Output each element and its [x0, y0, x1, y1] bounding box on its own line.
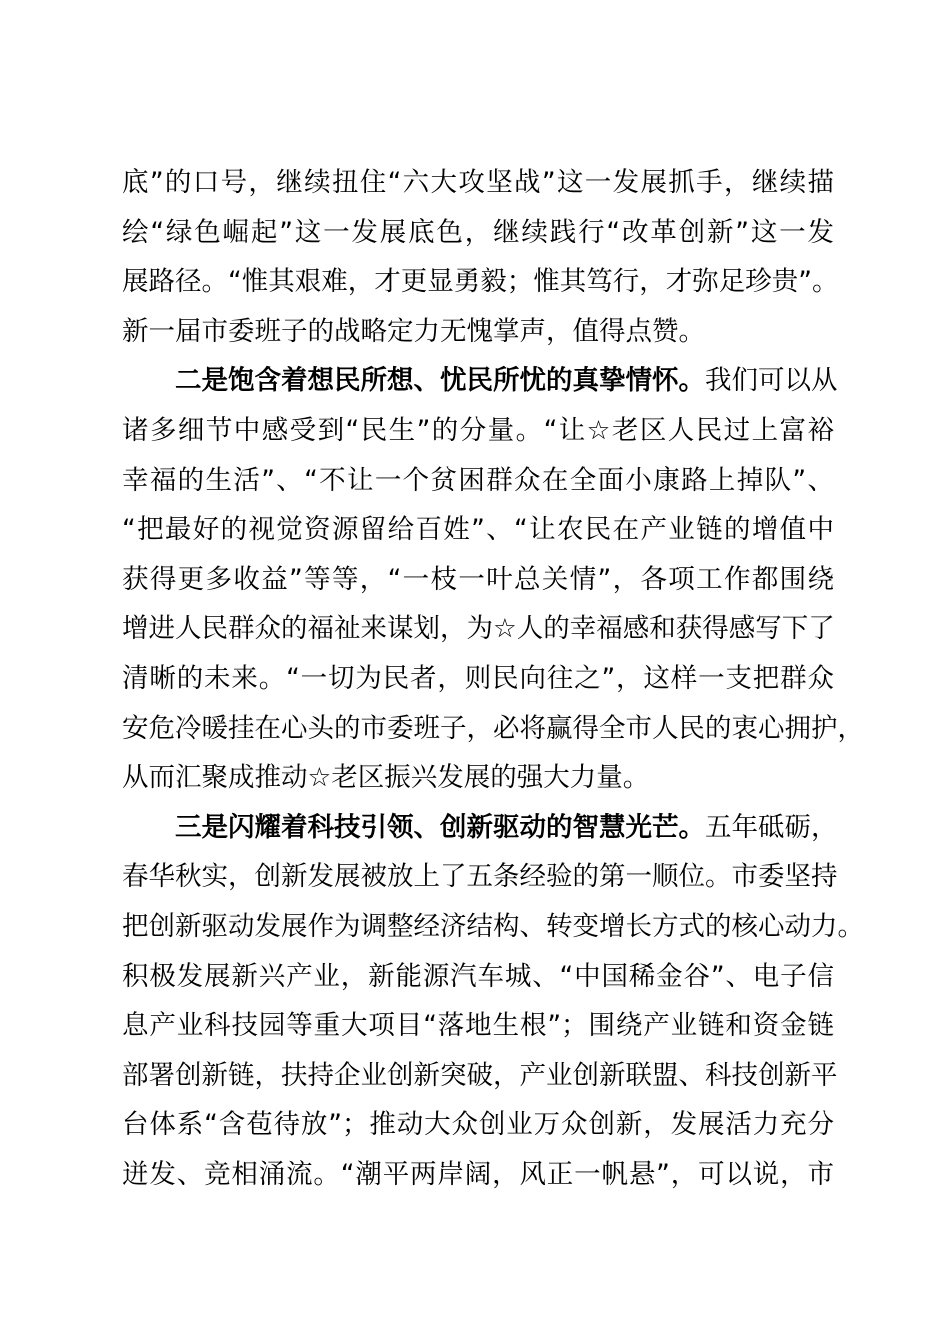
text-line — [122, 604, 834, 654]
text-run: 安危冷暖挂在心头的市委班子，必将赢得全市人民的衷心拥护， — [122, 712, 864, 744]
text-line — [122, 257, 839, 307]
text-run: 积极发展新兴产业，新能源汽车城、“中国稀金谷”、电子信 — [122, 960, 834, 992]
paragraph-first-line — [122, 803, 838, 853]
text-run: 息产业科技园等重大项目“落地生根”；围绕产业链和资金链 — [122, 1010, 834, 1042]
text-run: 清晰的未来。“一切为民者，则民向往之”，这样一支把群众 — [122, 662, 834, 694]
text-run: 增进人民群众的福祉来谋划，为☆人的幸福感和获得感写下了 — [122, 613, 835, 645]
text-run: 展路径。“惟其艰难，才更显勇毅；惟其笃行，才弥足珍贵”。 — [122, 266, 839, 298]
text-run: 从而汇聚成推动☆老区振兴发展的强大力量。 — [122, 762, 650, 794]
text-line — [122, 852, 838, 902]
text-line — [122, 1100, 834, 1150]
body-text — [122, 158, 864, 1199]
text-line — [122, 158, 834, 208]
text-run: 台体系“含苞待放”；推动大众创业万众创新，发展活力充分 — [122, 1109, 834, 1141]
text-run: 幸福的生活”、“不让一个贫困群众在全面小康路上掉队”、 — [122, 464, 834, 496]
text-run: 我们可以从 — [705, 365, 838, 397]
text-run: 把创新驱动发展作为调整经济结构、转变增长方式的核心动力。 — [122, 910, 864, 942]
text-line — [122, 902, 864, 952]
text-run: 获得更多收益”等等，“一枝一叶总关情”，各项工作都围绕 — [122, 563, 834, 595]
text-run: 诸多细节中感受到“民生”的分量。“让☆老区人民过上富裕 — [122, 414, 834, 446]
paragraph-first-line — [122, 356, 838, 406]
text-run: “把最好的视觉资源留给百姓”、“让农民在产业链的增值中 — [122, 514, 834, 546]
text-line — [122, 1150, 834, 1200]
text-run: 部署创新链，扶持企业创新突破，产业创新联盟、科技创新平 — [122, 1059, 838, 1091]
paragraph-heading: 三是闪耀着科技引领、创新驱动的智慧光芒。 — [175, 811, 705, 843]
text-line — [122, 456, 834, 506]
text-line — [122, 307, 834, 357]
text-run: 底”的口号，继续扭住“六大攻坚战”这一发展抓手，继续描 — [122, 167, 834, 198]
text-line — [122, 1001, 834, 1051]
text-line — [122, 952, 834, 1002]
text-line — [122, 555, 834, 605]
text-line — [122, 505, 834, 555]
text-line — [122, 406, 834, 456]
text-run: 新一届市委班子的战略定力无愧掌声，值得点赞。 — [122, 315, 705, 347]
text-line — [122, 208, 834, 258]
text-run: 迸发、竞相涌流。“潮平两岸阔，风正一帆悬”，可以说，市 — [122, 1158, 834, 1190]
text-run: 五年砥砺， — [705, 811, 838, 843]
text-line — [122, 654, 834, 704]
text-run: 春华秋实，创新发展被放上了五条经验的第一顺位。市委坚持 — [122, 861, 838, 893]
paragraph-heading: 二是饱含着想民所想、忧民所忧的真挚情怀。 — [175, 365, 705, 397]
text-line — [122, 1051, 838, 1101]
text-run: 绘“绿色崛起”这一发展底色，继续践行“改革创新”这一发 — [122, 216, 834, 248]
text-line — [122, 704, 864, 754]
text-line — [122, 753, 834, 803]
